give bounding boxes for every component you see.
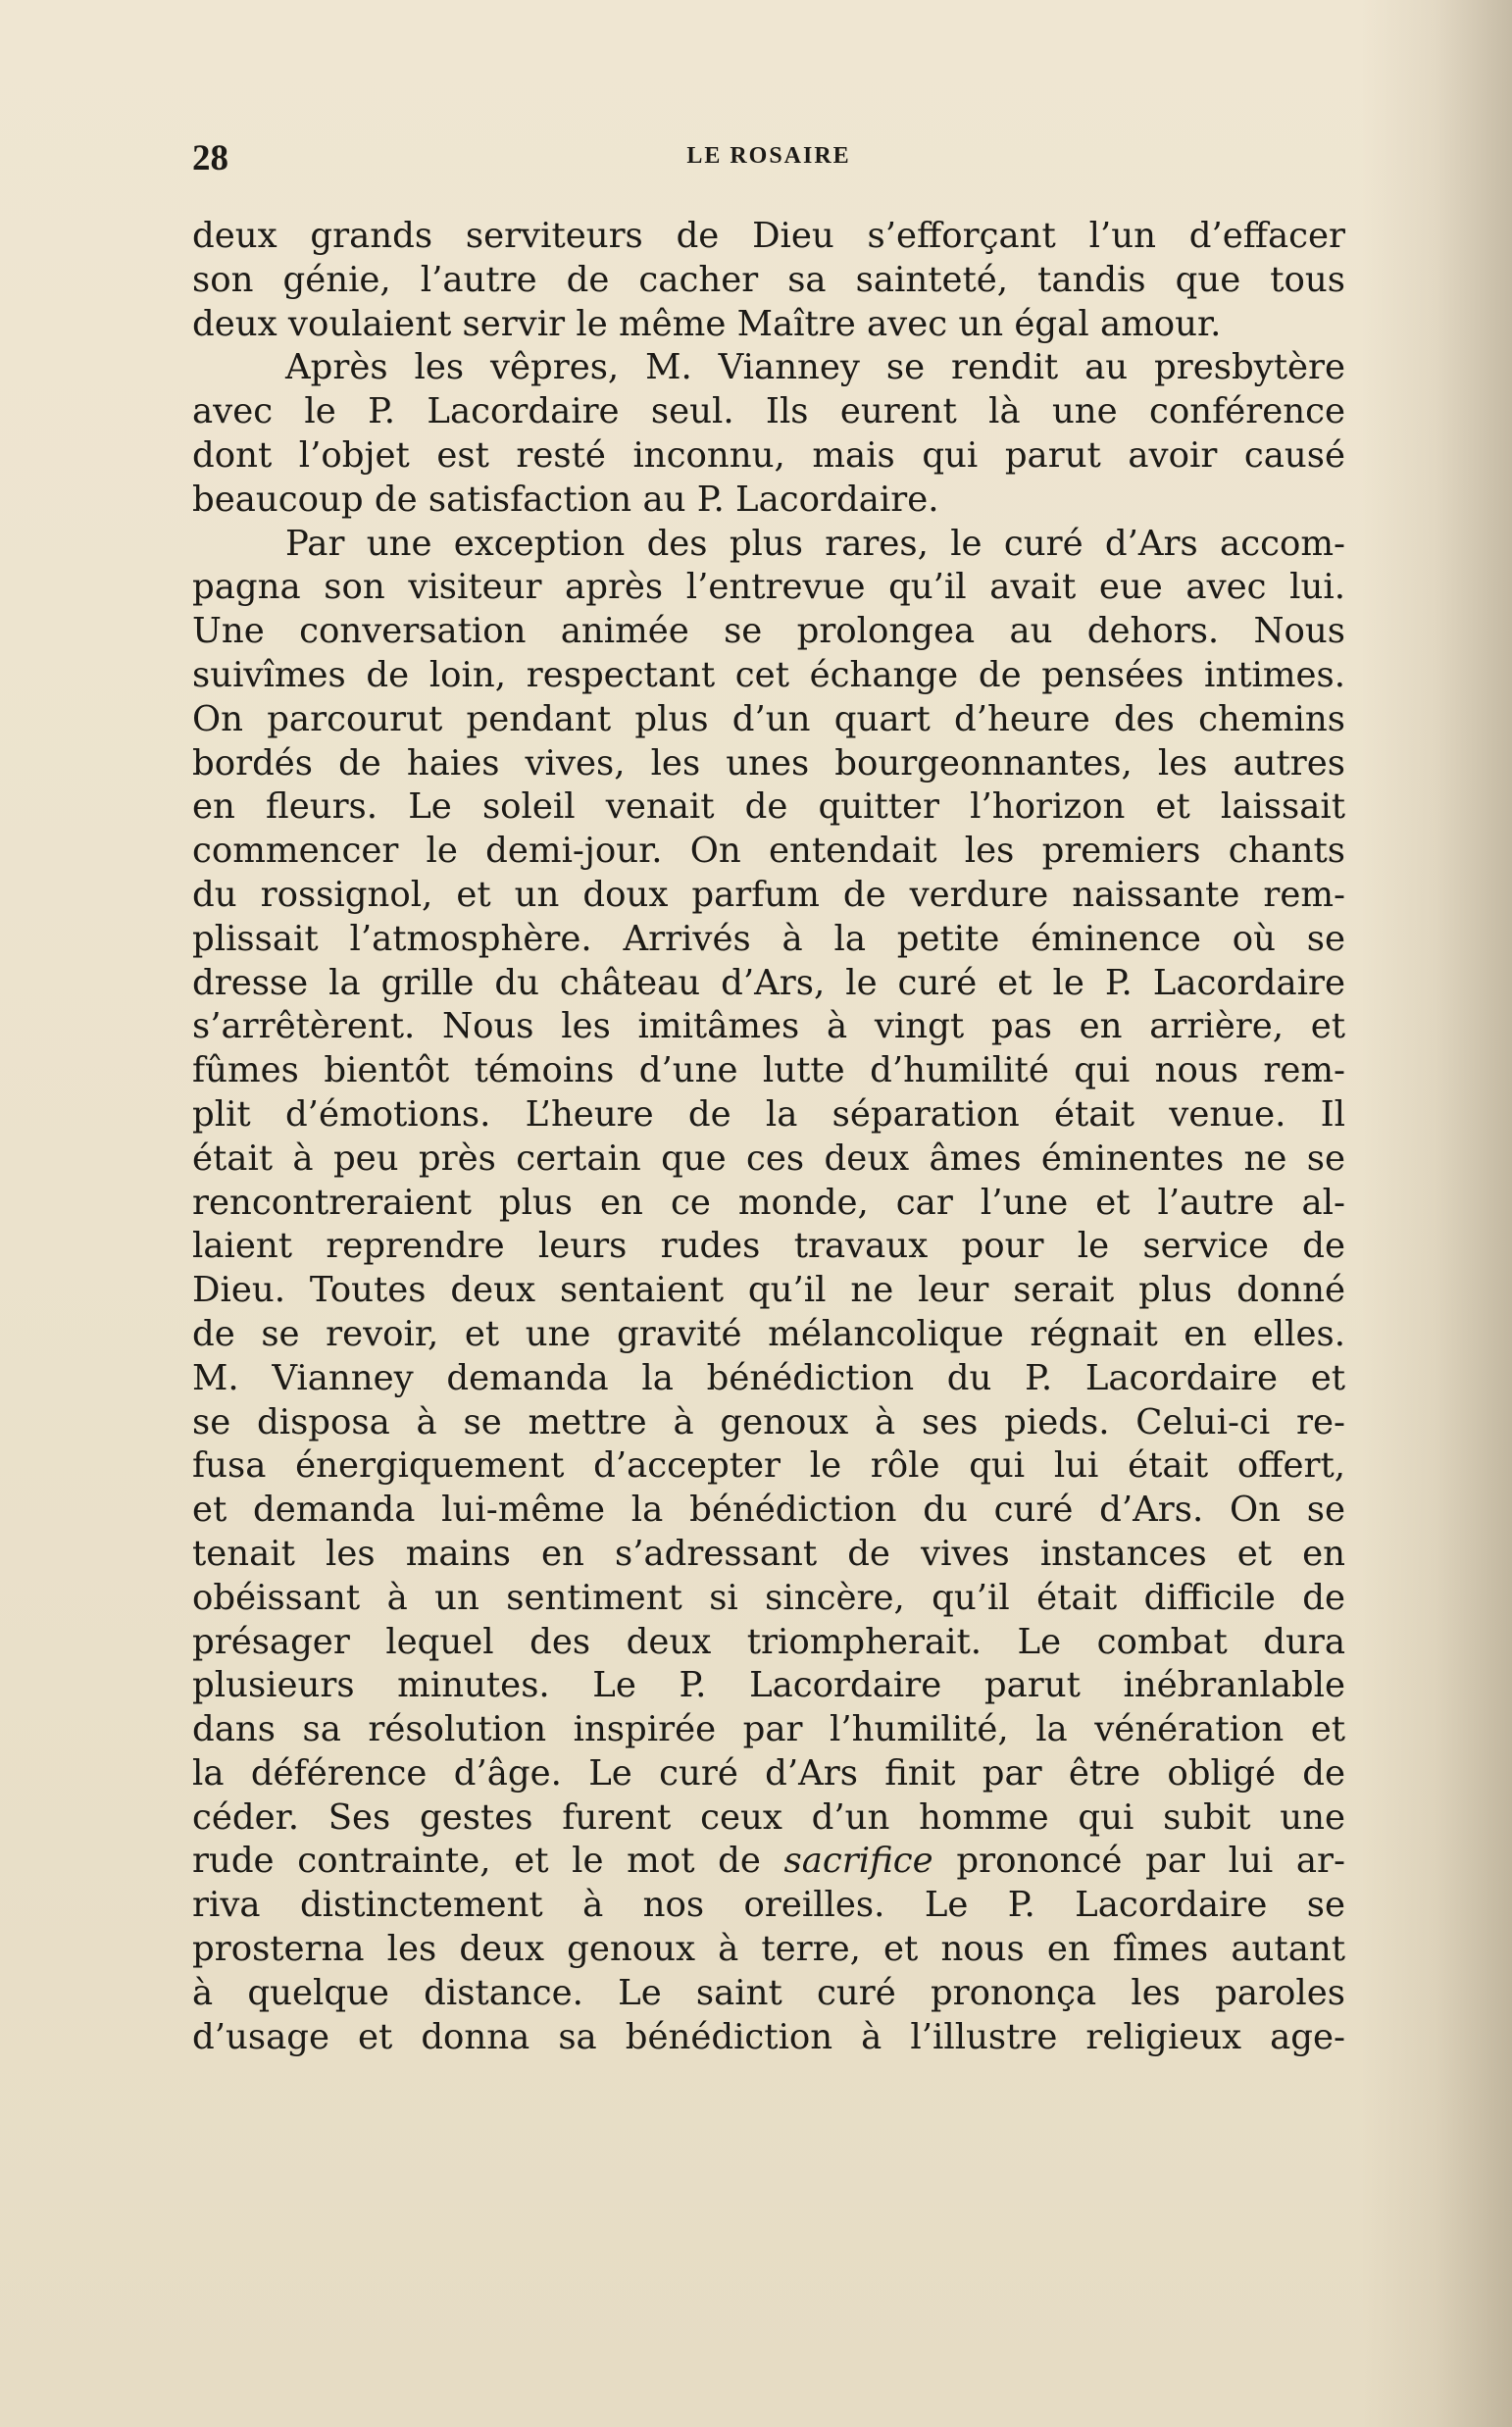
text-line: obéissant à un sentiment si sincère, qu’il était difficile de [192,1577,1345,1618]
text-line: Une conversation animée se prolongea au dehors. Nous [192,611,1345,652]
text-fragment: prononcé par lui ar- [932,1841,1345,1882]
text-line: plit d’émotions. L’heure de la séparation était venue. Il [192,1093,1345,1135]
text-line: avec le P. Lacordaire seul. Ils eurent là une conférence [192,391,1345,432]
text-line: céder. Ses gestes furent ceux d’un homme qui subit une [192,1796,1345,1838]
text-line: se disposa à se mettre à genoux à ses pieds. Celui-ci re- [192,1401,1345,1442]
italic-word: sacrifice [783,1841,933,1882]
text-line: la déférence d’âge. Le curé d’Ars finit par être obligé de [192,1752,1345,1794]
text-line: Après les vêpres, M. Vianney se rendit au presbytère [285,347,1345,388]
text-line: commencer le demi-jour. On entendait les premiers chants [192,831,1345,872]
text-line: du rossignol, et un doux parfum de verdure naissante rem- [192,874,1345,915]
paragraph-1 [192,215,1345,346]
text-line: à quelque distance. Le saint curé prononça les paroles [192,1972,1345,2013]
text-fragment: rude contrainte, et le mot de [192,1841,784,1882]
paragraph-2 [192,346,1345,522]
text-line: prosterna les deux genoux à terre, et nous en fîmes autant [192,1929,1345,1970]
text-line: deux grands serviteurs de Dieu s’efforçant l’un d’effacer [192,216,1345,256]
text-line: dont l’objet est resté inconnu, mais qui parut avoir causé [192,434,1345,476]
text-line: et demanda lui-même la bénédiction du curé d’Ars. On se [192,1490,1345,1531]
text-line-with-italic [192,1840,1345,1884]
text-line: son génie, l’autre de cacher sa sainteté, tandis que tous [192,259,1345,300]
text-line: plissait l’atmosphère. Arrivés à la petite éminence où se [192,918,1345,959]
text-line: plusieurs minutes. Le P. Lacordaire parut inébranlable [192,1665,1345,1706]
running-title: LE ROSAIRE [686,143,851,169]
text-line: pagna son visiteur après l’entrevue qu’il avait eue avec lui. [192,567,1345,608]
text-line: dans sa résolution inspirée par l’humilité, la vénération et [192,1709,1345,1750]
paragraph-3 [192,523,1345,2060]
text-line: tenait les mains en s’adressant de vives instances et en [192,1533,1345,1574]
text-line: d’usage et donna sa bénédiction à l’illustre religieux age- [192,2016,1345,2057]
text-line: laient reprendre leurs rudes travaux pour le service de [192,1226,1345,1267]
page-number: 28 [192,138,228,178]
text-line: Par une exception des plus rares, le curé d’Ars accom- [285,523,1345,564]
text-line: suivîmes de loin, respectant cet échange de pensées intimes. [192,654,1345,695]
text-line: dresse la grille du château d’Ars, le curé et le P. Lacordaire [192,962,1345,1003]
text-line: deux voulaient servir le même Maître avec un égal amour. [192,303,1222,344]
text-line: s’arrêtèrent. Nous les imitâmes à vingt pas en arrière, et [192,1006,1345,1047]
text-line: Dieu. Toutes deux sentaient qu’il ne leur serait plus donné [192,1270,1345,1311]
text-line: fusa énergiquement d’accepter le rôle qui lui était offert, [192,1445,1345,1487]
text-line: beaucoup de satisfaction au P. Lacordaire. [192,479,939,520]
text-line: présager lequel des deux triompherait. Le combat dura [192,1621,1345,1662]
text-line: On parcourut pendant plus d’un quart d’heure des chemins [192,698,1345,739]
text-line: en fleurs. Le soleil venait de quitter l’horizon et laissait [192,786,1345,828]
page-header [192,137,1345,177]
text-line: bordés de haies vives, les unes bourgeonnantes, les autres [192,742,1345,784]
text-line: fûmes bientôt témoins d’une lutte d’humilité qui nous rem- [192,1050,1345,1091]
page-body [192,215,1345,2059]
text-line: M. Vianney demanda la bénédiction du P. Lacordaire et [192,1357,1345,1398]
text-line: était à peu près certain que ces deux âmes éminentes ne se [192,1138,1345,1179]
text-line: rencontreraient plus en ce monde, car l’une et l’autre al- [192,1182,1345,1223]
text-line: riva distinctement à nos oreilles. Le P. Lacordaire se [192,1885,1345,1926]
text-line: de se revoir, et une gravité mélancolique régnait en elles. [192,1313,1345,1354]
